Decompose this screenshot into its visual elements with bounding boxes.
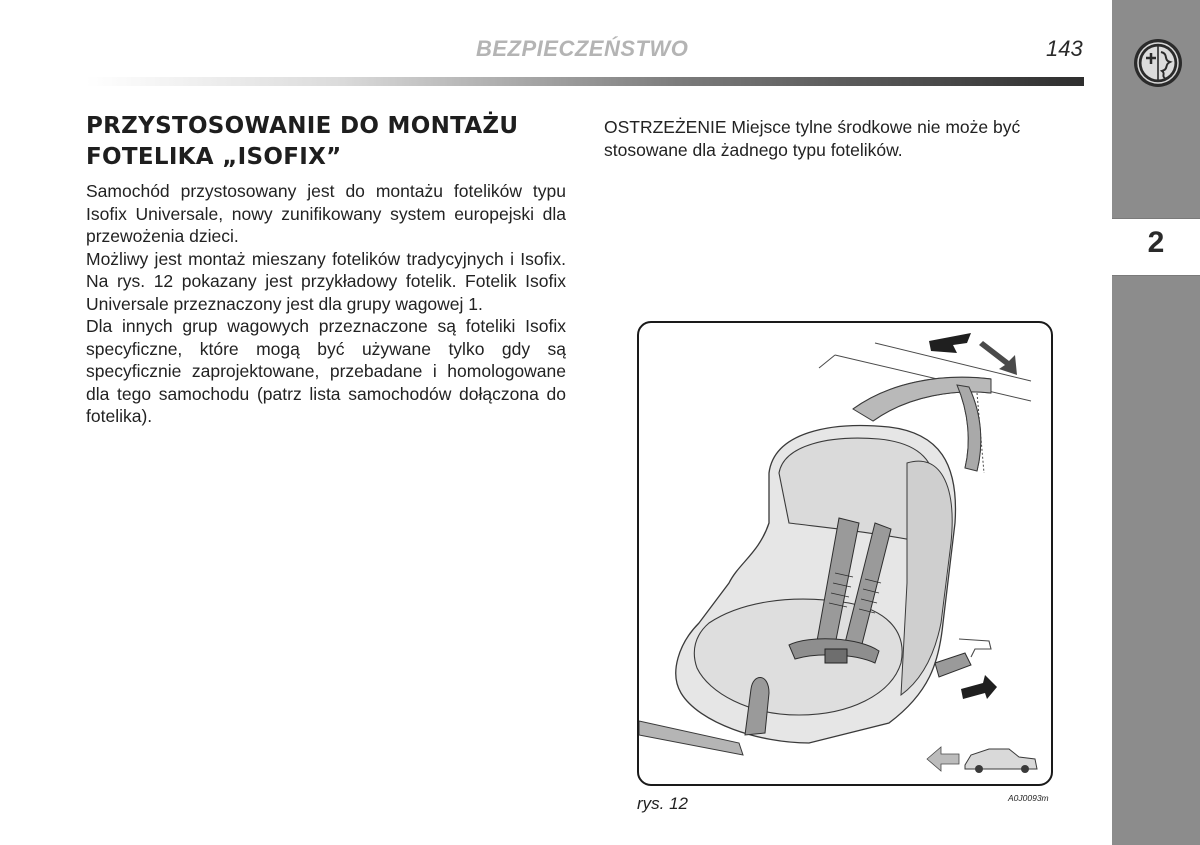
figure-caption: rys. 12 <box>637 794 689 813</box>
paragraph: Możliwy jest montaż mieszany fotelików tradycyjnych i Isofix. Na rys. 12 pokazany jest przykładowy fotelik. Fotelik Isofix Universale przeznaczony jest dla grupy wagowej 1. <box>86 248 566 314</box>
chapter-sidebar <box>1112 0 1200 845</box>
figure-code: A0J0093m <box>1008 793 1049 803</box>
sidebar-top-band <box>1112 0 1200 218</box>
section-title <box>86 111 556 173</box>
body-text <box>86 180 566 428</box>
chapter-number: 2 <box>1147 226 1165 259</box>
section-title-line-2: FOTELIKA „ISOFIX” <box>86 144 342 170</box>
brand-logo-icon <box>1133 38 1183 88</box>
figure-isofix-seat <box>637 321 1053 786</box>
running-header-title: BEZPIECZEŃSTWO <box>476 36 689 61</box>
warning-note: OSTRZEŻENIE Miejsce tylne środkowe nie może być stosowane dla żadnego typu fotelików. <box>604 117 1021 160</box>
paragraph: Dla innych grup wagowych przeznaczone są foteliki Isofix specyficzne, które mogą być używane tylko gdy są specyficznie zaprojektowane, przebadane i homologowane dla tego samochodu (patrz lista samochodów dołączona do fotelika). <box>86 316 566 426</box>
paragraph: Samochód przystosowany jest do montażu fotelików typu Isofix Universale, nowy zunifikowany system europejski dla przewożenia dzieci. <box>86 181 566 246</box>
header-divider <box>86 77 1084 86</box>
page-number: 143 <box>1046 36 1083 61</box>
section-title-line-1: PRZYSTOSOWANIE DO MONTAŻU <box>86 113 519 139</box>
child-seat-illustration <box>639 323 1053 786</box>
sidebar-bottom-band <box>1112 276 1200 845</box>
